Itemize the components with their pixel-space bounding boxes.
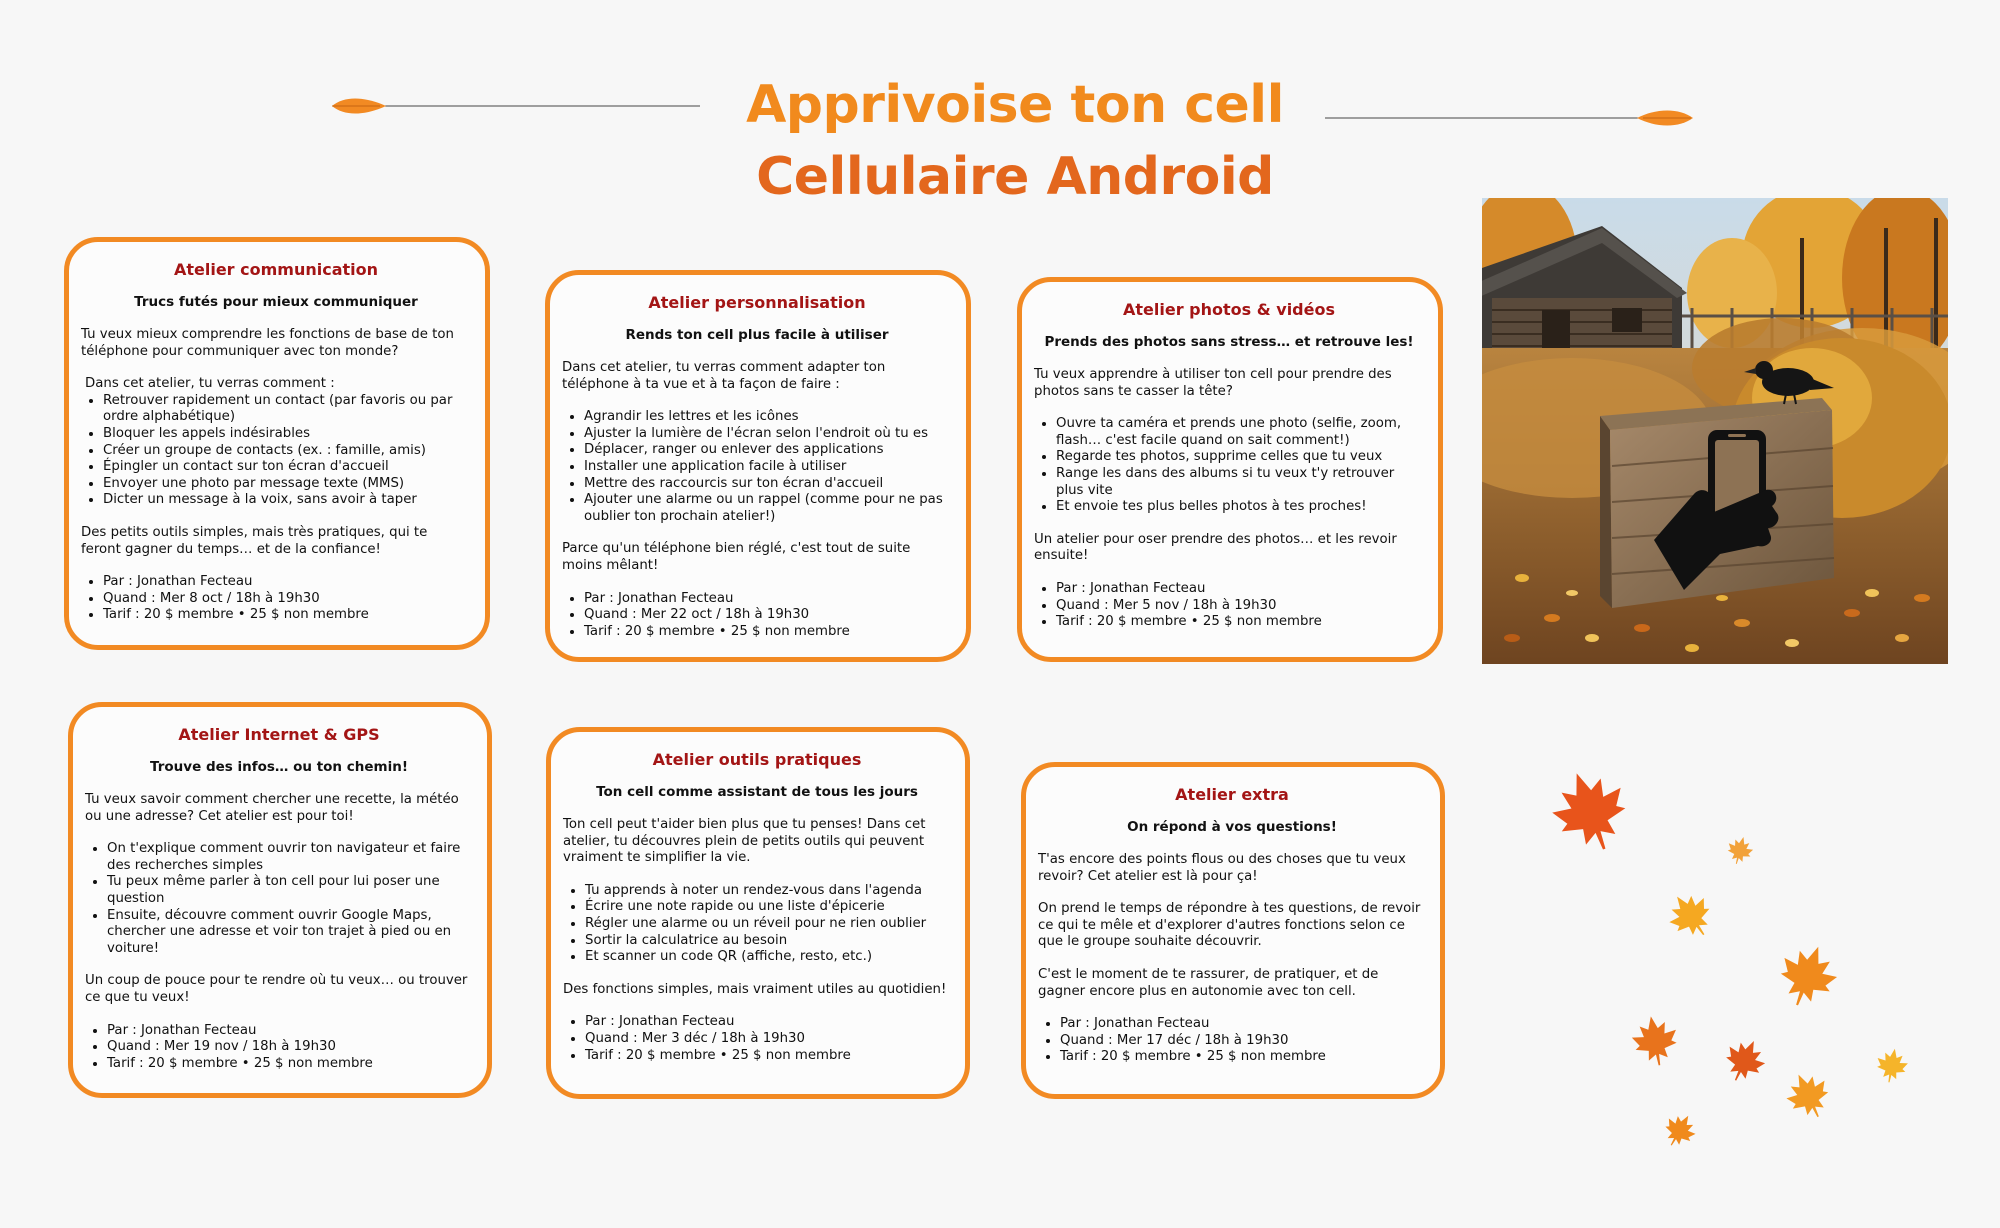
maple-leaves-icon [1540,755,1920,1165]
card-info-list [1038,1016,1426,1066]
list-item: • On t'explique comment ouvrir ton navigateur et faire des recherches simples [107,841,473,874]
card-date: • Quand : Mer 22 oct / 18h à 19h30 [584,607,952,624]
page-subtitle: Cellulaire Android [756,147,1274,207]
card-list [1034,416,1424,516]
card-presenter: • Par : Jonathan Fecteau [103,574,471,591]
list-item: • Mettre des raccourcis sur ton écran d'accueil [584,476,952,493]
card-price: • Tarif : 20 $ membre • 25 $ non membre [1056,614,1424,631]
card-body: On prend le temps de répondre à tes questions, de revoir ce qui te mêle et d'explorer d'autres fonctions selon ce que le groupe souhaite découvrir. [1038,901,1421,950]
card-personnalisation [545,270,971,662]
list-item: • Installer une application facile à utiliser [584,459,952,476]
card-internet-gps [68,702,492,1098]
card-intro: Ton cell peut t'aider bien plus que tu penses! Dans cet atelier, tu découvres plein de petits outils qui peuvent vraiment te simplifier la vie. [563,817,926,866]
list-item: • Agrandir les lettres et les icônes [584,409,952,426]
card-title: Atelier photos & vidéos [1123,300,1335,319]
card-outils-pratiques [546,727,970,1099]
list-item: • Épingler un contact sur ton écran d'accueil [103,459,471,476]
card-presenter: • Par : Jonathan Fecteau [585,1014,951,1031]
list-item: • Ajuster la lumière de l'écran selon l'endroit où tu es [584,426,952,443]
list-item: • Écrire une note rapide ou une liste d'épicerie [585,899,951,916]
card-presenter: • Par : Jonathan Fecteau [107,1023,473,1040]
card-subtitle: Ton cell comme assistant de tous les jours [596,784,918,800]
card-date: • Quand : Mer 8 oct / 18h à 19h30 [103,591,471,608]
list-item: • Déplacer, ranger ou enlever des applications [584,442,952,459]
card-title: Atelier personnalisation [648,293,866,312]
list-item: • Régler une alarme ou un réveil pour ne rien oublier [585,916,951,933]
card-intro: Tu veux mieux comprendre les fonctions de base de ton téléphone pour communiquer avec ton monde? [81,327,454,359]
card-date: • Quand : Mer 17 déc / 18h à 19h30 [1060,1033,1426,1050]
card-info-list [85,1023,473,1073]
list-item: • Range les dans des albums si tu veux t'y retrouver plus vite [1056,466,1424,499]
card-presenter: • Par : Jonathan Fecteau [584,591,952,608]
card-subtitle: Trouve des infos… ou ton chemin! [150,759,408,775]
card-date: • Quand : Mer 3 déc / 18h à 19h30 [585,1031,951,1048]
list-item: • Bloquer les appels indésirables [103,426,471,443]
card-outro: Un atelier pour oser prendre des photos… et les revoir ensuite! [1034,531,1397,564]
card-subtitle: Rends ton cell plus facile à utiliser [625,327,889,343]
card-photos-videos [1017,277,1443,662]
page-title: Apprivoise ton cell [746,75,1284,135]
card-price: • Tarif : 20 $ membre • 25 $ non membre [1060,1049,1426,1066]
card-list [562,409,952,525]
list-item: • Regarde tes photos, supprime celles que tu veux [1056,449,1424,466]
card-price: • Tarif : 20 $ membre • 25 $ non membre [584,624,952,641]
list-item: • Créer un groupe de contacts (ex. : famille, amis) [103,443,471,460]
autumn-phone-illustration [1482,198,1948,664]
card-presenter: • Par : Jonathan Fecteau [1056,581,1424,598]
card-lead: Dans cet atelier, tu verras comment : [85,376,335,392]
card-info-list [562,591,952,641]
list-item: • Tu peux même parler à ton cell pour lui poser une question [107,874,473,907]
card-title: Atelier Internet & GPS [178,725,380,744]
card-price: • Tarif : 20 $ membre • 25 $ non membre [585,1048,951,1065]
card-outro: Des petits outils simples, mais très pratiques, qui te feront gagner du temps… et de la confiance! [81,524,428,557]
card-title: Atelier outils pratiques [652,750,862,769]
list-item: • Tu apprends à noter un rendez-vous dans l'agenda [585,883,951,900]
card-intro: Tu veux apprendre à utiliser ton cell pour prendre des photos sans te casser la tête? [1034,367,1392,399]
card-intro: Tu veux savoir comment chercher une recette, la météo ou une adresse? Cet atelier est pour toi! [85,792,459,824]
card-date: • Quand : Mer 19 nov / 18h à 19h30 [107,1039,473,1056]
card-list [85,841,473,957]
card-intro: Dans cet atelier, tu verras comment adapter ton téléphone à ta vue et à ta façon de faire : [562,360,886,392]
card-communication [64,237,490,650]
card-info-list [81,574,471,624]
list-item: • Sortir la calculatrice au besoin [585,933,951,950]
list-item: • Envoyer une photo par message texte (MMS) [103,476,471,493]
card-outro: C'est le moment de te rassurer, de pratiquer, et de gagner encore plus en autonomie avec ton cell. [1038,966,1379,999]
card-list [563,883,951,966]
card-subtitle: Trucs futés pour mieux communiquer [134,294,418,310]
list-item: • Ouvre ta caméra et prends une photo (selfie, zoom, flash… c'est facile quand on sait comment!) [1056,416,1424,449]
card-info-list [1034,581,1424,631]
card-price: • Tarif : 20 $ membre • 25 $ non membre [103,607,471,624]
card-list [81,393,471,509]
card-outro: Des fonctions simples, mais vraiment utiles au quotidien! [563,981,947,997]
card-price: • Tarif : 20 $ membre • 25 $ non membre [107,1056,473,1073]
card-title: Atelier communication [173,260,379,279]
card-outro: Un coup de pouce pour te rendre où tu veux… ou trouver ce que tu veux! [85,973,468,1005]
list-item: • Dicter un message à la voix, sans avoir à taper [103,492,471,509]
card-subtitle: On répond à vos questions! [1127,819,1337,835]
card-info-list [563,1014,951,1064]
list-item: • Ensuite, découvre comment ouvrir Google Maps, chercher une adresse et voir ton trajet à pied ou en voiture! [107,908,473,958]
list-item: • Et envoie tes plus belles photos à tes proches! [1056,499,1424,516]
card-title: Atelier extra [1175,785,1289,804]
card-intro: T'as encore des points flous ou des choses que tu veux revoir? Cet atelier est là pour ça! [1038,852,1406,884]
card-subtitle: Prends des photos sans stress… et retrouve les! [1044,334,1414,350]
list-item: • Ajouter une alarme ou un rappel (comme pour ne pas oublier ton prochain atelier!) [584,492,952,525]
card-presenter: • Par : Jonathan Fecteau [1060,1016,1426,1033]
list-item: • Et scanner un code QR (affiche, resto, etc.) [585,949,951,966]
list-item: • Retrouver rapidement un contact (par favoris ou par ordre alphabétique) [103,393,471,426]
card-extra [1021,762,1445,1099]
card-outro: Parce qu'un téléphone bien réglé, c'est tout de suite moins mêlant! [562,541,911,573]
card-date: • Quand : Mer 5 nov / 18h à 19h30 [1056,598,1424,615]
